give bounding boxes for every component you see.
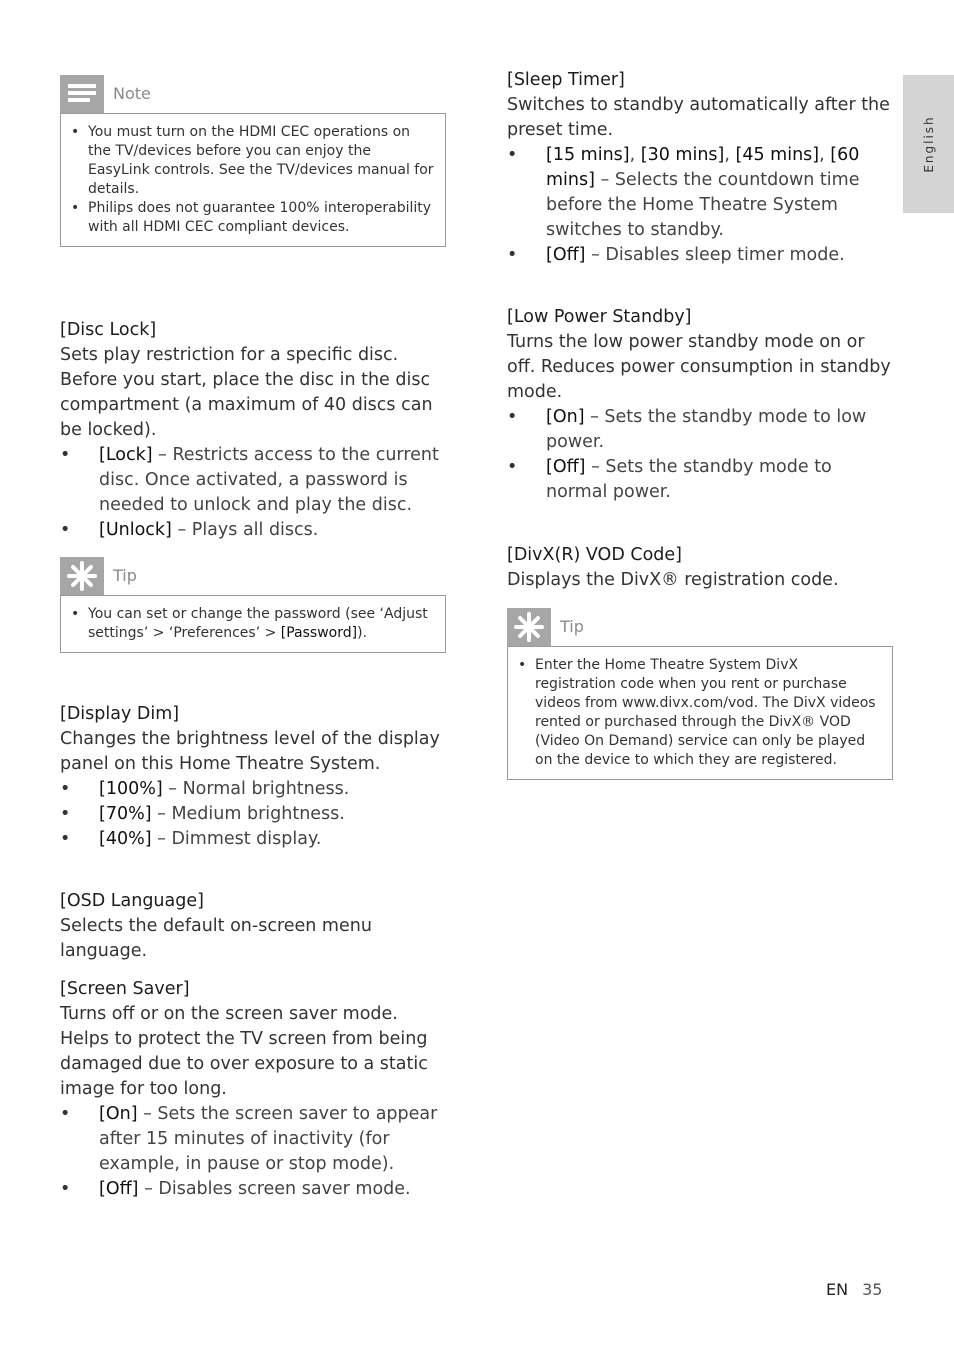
- option-item: [507, 243, 895, 268]
- option-item: [60, 802, 448, 827]
- option-label: [30 mins]: [640, 145, 725, 165]
- option-item: • [15 mins], [30 mins], [45 mins], [60 mins] – Selects the countdown time before the Home Theatre System switches to standby.: [507, 143, 895, 243]
- option-label: [100%]: [99, 779, 163, 799]
- osd-language-section: [60, 889, 448, 964]
- tip-icon: [60, 557, 104, 595]
- page-footer: [826, 1280, 882, 1299]
- option-label: [Off]: [99, 1179, 139, 1199]
- low-power-section: [507, 305, 895, 505]
- disc-lock-text: Sets play restriction for a specific disc.: [60, 345, 399, 365]
- option-item: [60, 827, 448, 852]
- option-desc: – Disables screen saver mode.: [138, 1179, 411, 1199]
- option-desc: – Selects the countdown time before the Home Theatre System switches to standby.: [546, 170, 860, 240]
- page-number: 35: [862, 1280, 883, 1299]
- tip-box: [60, 557, 446, 653]
- option-desc: – Sets the standby mode to normal power.: [546, 457, 832, 502]
- option-label: [On]: [546, 407, 585, 427]
- divx-section: [507, 543, 895, 593]
- screen-saver-title: [Screen Saver]: [60, 979, 190, 999]
- option-item: [60, 1177, 448, 1202]
- tip-body: [60, 595, 446, 653]
- divx-title: [DivX(R) VOD Code]: [507, 545, 682, 565]
- option-label: [15 mins]: [546, 145, 630, 165]
- option-desc: – Disables sleep timer mode.: [585, 245, 845, 265]
- option-item: [60, 777, 448, 802]
- tip-item: • Enter the Home Theatre System DivX registration code when you rent or purchase videos from www.divx.com/vod. The DivX videos rented or purchased through the DivX® VOD (Video On Demand) service can only be played on the device to which they are registered.: [535, 656, 882, 770]
- option-label: [70%]: [99, 804, 152, 824]
- screen-saver-section: [60, 977, 448, 1202]
- screen-saver-text: Turns off or on the screen saver mode. Helps to protect the TV screen from being damaged due to over exposure to a static image for too long.: [60, 1004, 428, 1099]
- sleep-timer-title: [Sleep Timer]: [507, 70, 625, 90]
- option-desc: – Restricts access to the current disc. Once activated, a password is needed to unlock and play the disc.: [99, 445, 439, 515]
- option-item: [60, 1102, 448, 1177]
- display-dim-title: [Display Dim]: [60, 704, 180, 724]
- option-desc: – Medium brightness.: [151, 804, 345, 824]
- option-label: [45 mins]: [735, 145, 820, 165]
- language-label: English: [921, 115, 936, 173]
- option-item: [507, 405, 895, 455]
- note-box: [60, 75, 446, 247]
- disc-lock-section: [60, 318, 448, 543]
- note-body: [60, 113, 446, 247]
- osd-language-text: Selects the default on-screen menu language.: [60, 916, 372, 961]
- display-dim-text: Changes the brightness level of the display panel on this Home Theatre System.: [60, 729, 440, 774]
- option-label: [Off]: [546, 457, 586, 477]
- tip-item: [88, 605, 435, 643]
- option-label: [60 mins]: [546, 145, 860, 190]
- tip-title: Tip: [560, 617, 584, 636]
- low-power-text: Turns the low power standby mode on or off. Reduces power consumption in standby mode.: [507, 332, 891, 402]
- note-item: • You must turn on the HDMI CEC operations on the TV/devices before you can enjoy the EasyLink controls. See the TV/devices manual for details.: [88, 123, 435, 199]
- option-desc: – Dimmest display.: [151, 829, 322, 849]
- disc-lock-text-2: Before you start, place the disc in the disc compartment (a maximum of 40 discs can be locked).: [60, 370, 433, 440]
- sleep-timer-text: Switches to standby automatically after the preset time.: [507, 95, 890, 140]
- tip-bold: [Password]: [280, 625, 358, 641]
- option-label: [Lock]: [99, 445, 153, 465]
- note-icon: [60, 75, 104, 113]
- note-header: [60, 75, 446, 113]
- option-label: [40%]: [99, 829, 152, 849]
- tip-box: [507, 608, 893, 780]
- option-desc: – Normal brightness.: [162, 779, 350, 799]
- sleep-timer-section: [507, 68, 895, 268]
- footer-language: EN: [826, 1280, 849, 1299]
- option-desc: – Sets the screen saver to appear after 15 minutes of inactivity (for example, in pause or stop mode).: [99, 1104, 438, 1174]
- option-desc: – Sets the standby mode to low power.: [546, 407, 867, 452]
- display-dim-section: [60, 702, 448, 852]
- divx-text: Displays the DivX® registration code.: [507, 570, 839, 590]
- language-side-tab: [903, 75, 954, 213]
- tip-header: [507, 608, 893, 646]
- tip-title: Tip: [113, 566, 137, 585]
- disc-lock-title: [Disc Lock]: [60, 320, 157, 340]
- note-item: • Philips does not guarantee 100% interoperability with all HDMI CEC compliant devices.: [88, 199, 435, 237]
- option-label: [Unlock]: [99, 520, 172, 540]
- option-item: [60, 443, 448, 518]
- tip-icon: [507, 608, 551, 646]
- tip-text: You can set or change the password (see ‘Adjust settings’ > ‘Preferences’ >: [88, 606, 428, 641]
- option-label: [On]: [99, 1104, 138, 1124]
- osd-language-title: [OSD Language]: [60, 891, 204, 911]
- note-title: Note: [113, 84, 151, 103]
- option-item: [60, 518, 448, 543]
- tip-header: [60, 557, 446, 595]
- tip-body: [507, 646, 893, 780]
- option-label: [Off]: [546, 245, 586, 265]
- low-power-title: [Low Power Standby]: [507, 307, 692, 327]
- tip-end: ).: [357, 625, 368, 641]
- option-desc: – Plays all discs.: [171, 520, 319, 540]
- option-item: [507, 455, 895, 505]
